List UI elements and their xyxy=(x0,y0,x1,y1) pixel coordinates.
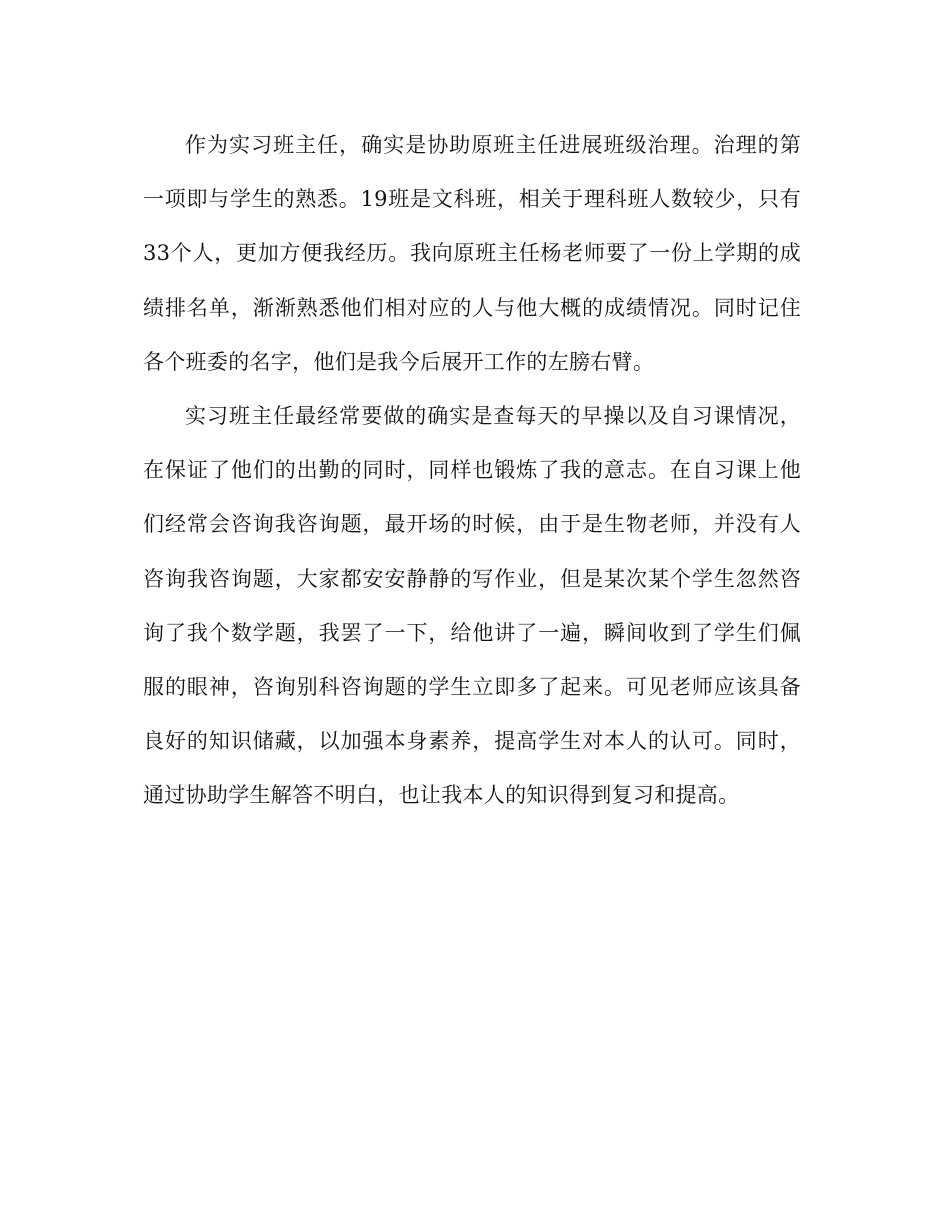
paragraph-1: 作为实习班主任，确实是协助原班主任进展班级治理。治理的第一项即与学生的熟悉。19班是文科班，相关于理科班人数较少，只有33个人，更加方便我经历。我向原班主任杨老师要了一份上学期的成绩排名单，渐渐熟悉他们相对应的人与他大概的成绩情况。同时记住各个班委的名字，他们是我今后展开工作的左膀右臂。 xyxy=(143,133,801,374)
paragraph-2: 实习班主任最经常要做的确实是查每天的早操以及自习课情况，在保证了他们的出勤的同时，同样也锻炼了我的意志。在自习课上他们经常会咨询我咨询题，最开场的时候，由于是生物老师，并没有人咨询我咨询题，大家都安安静静的写作业，但是某次某个学生忽然咨询了我个数学题，我罢了一下，给他讲了一遍，瞬间收到了学生们佩服的眼神，咨询别科咨询题的学生立即多了起来。可见老师应该具备良好的知识储藏，以加强本身素养，提高学生对本人的认可。同时，通过协助学生解答不明白，也让我本人的知识得到复习和提高。 xyxy=(143,404,801,808)
body-text xyxy=(143,118,801,823)
